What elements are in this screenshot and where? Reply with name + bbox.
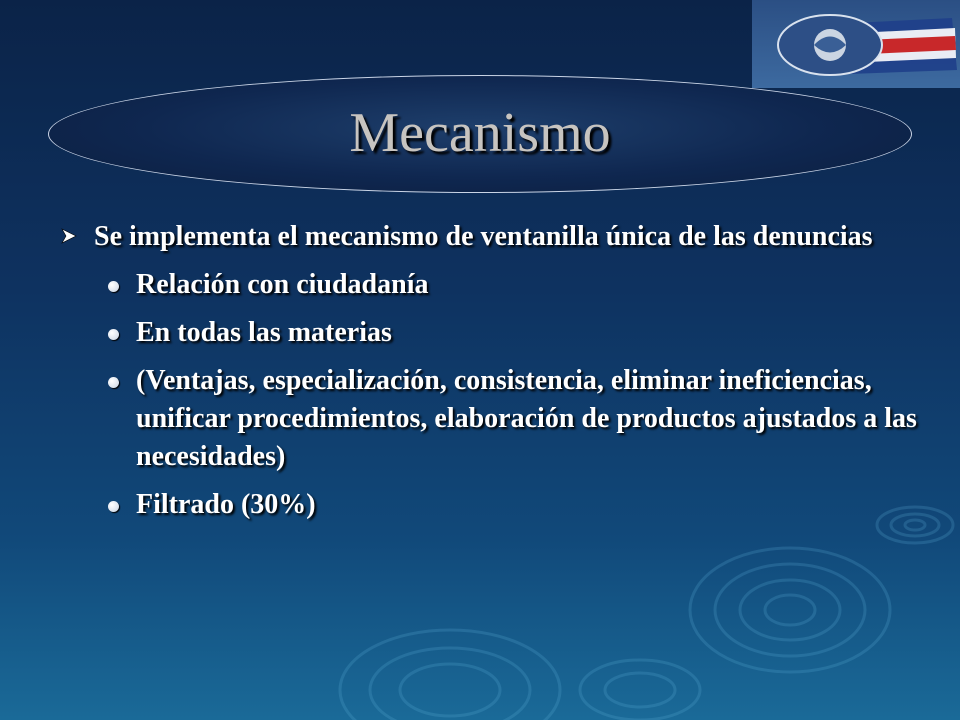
sub-bullet xyxy=(60,486,920,524)
slide-title: Mecanismo xyxy=(349,102,611,164)
sub-bullet-text: Filtrado (30%) xyxy=(136,489,316,520)
sub-bullet xyxy=(60,314,920,352)
sub-bullet-text: En todas las materias xyxy=(136,317,392,348)
main-bullet xyxy=(60,218,920,256)
sub-bullet-text: (Ventajas, especialización, consistencia, eliminar ineficiencias, unificar procedimientos, elaboración de productos ajustados a las necesidades) xyxy=(136,365,917,472)
arrow-bullet-icon xyxy=(60,227,78,245)
round-bullet-icon xyxy=(108,377,119,388)
sub-bullet xyxy=(60,266,920,304)
round-bullet-icon xyxy=(108,281,119,292)
slide-content xyxy=(60,218,920,534)
sub-bullet xyxy=(60,362,920,476)
sub-bullet-list xyxy=(60,266,920,524)
round-bullet-icon xyxy=(108,501,119,512)
main-bullet-text: Se implementa el mecanismo de ventanilla única de las denuncias xyxy=(94,221,873,252)
round-bullet-icon xyxy=(108,329,119,340)
institution-logo xyxy=(752,0,960,88)
sub-bullet-text: Relación con ciudadanía xyxy=(136,269,429,300)
